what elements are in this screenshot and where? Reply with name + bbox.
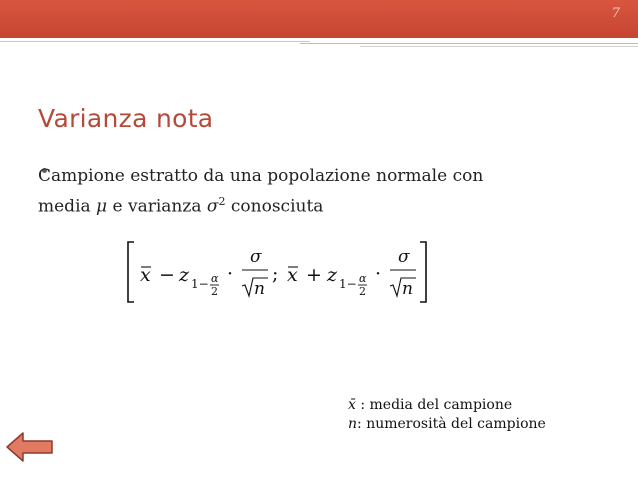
alpha-left: α bbox=[211, 272, 219, 285]
two-left: 2 bbox=[211, 285, 218, 298]
xbar-right: x bbox=[287, 264, 298, 286]
text-conosciuta: conosciuta bbox=[225, 196, 324, 217]
xbar-symbol: x̄ bbox=[348, 397, 356, 413]
sigma-exponent: 2 bbox=[218, 195, 226, 208]
z-left: z bbox=[179, 264, 190, 286]
legend-row-size bbox=[348, 415, 546, 434]
dot-left: · bbox=[227, 263, 234, 285]
divider-line bbox=[360, 46, 638, 47]
divider-line bbox=[300, 43, 638, 44]
bullet-text bbox=[38, 163, 558, 220]
bullet-line-1: Campione estratto da una popolazione normale con bbox=[38, 166, 484, 186]
text-media: media bbox=[38, 196, 97, 217]
text-varianza: e varianza bbox=[107, 196, 207, 217]
n-symbol: n bbox=[348, 416, 358, 432]
n-left: n bbox=[254, 279, 265, 299]
minus-sign: − bbox=[159, 264, 175, 286]
header-band bbox=[0, 0, 638, 38]
n-right: n bbox=[402, 279, 413, 299]
legend-size-text: : numerosità del campione bbox=[357, 416, 546, 432]
left-bracket bbox=[128, 242, 134, 302]
alpha-right: α bbox=[359, 272, 367, 285]
legend-row-mean bbox=[348, 396, 546, 415]
slide-number: 7 bbox=[611, 6, 620, 21]
sigma-symbol: σ bbox=[206, 196, 219, 217]
xbar-left: x bbox=[140, 264, 151, 286]
legend bbox=[348, 396, 546, 434]
back-arrow-icon bbox=[7, 433, 52, 461]
slide-title: Varianza nota bbox=[38, 104, 214, 133]
mu-symbol: μ bbox=[96, 196, 108, 217]
divider-line bbox=[0, 41, 310, 42]
z-right: z bbox=[327, 264, 338, 286]
back-button[interactable] bbox=[5, 430, 55, 464]
sigma-left: σ bbox=[250, 247, 262, 267]
sigma-right: σ bbox=[398, 247, 410, 267]
z-left-sub: 1− bbox=[191, 277, 209, 291]
bullet-line-2 bbox=[38, 189, 558, 220]
confidence-interval-formula bbox=[122, 238, 432, 308]
dot-right: · bbox=[375, 263, 382, 285]
semicolon: ; bbox=[272, 263, 279, 285]
legend-mean-text: : media del campione bbox=[355, 397, 513, 413]
two-right: 2 bbox=[359, 285, 366, 298]
z-right-sub: 1− bbox=[339, 277, 357, 291]
plus-sign: + bbox=[306, 264, 322, 286]
right-bracket bbox=[420, 242, 426, 302]
